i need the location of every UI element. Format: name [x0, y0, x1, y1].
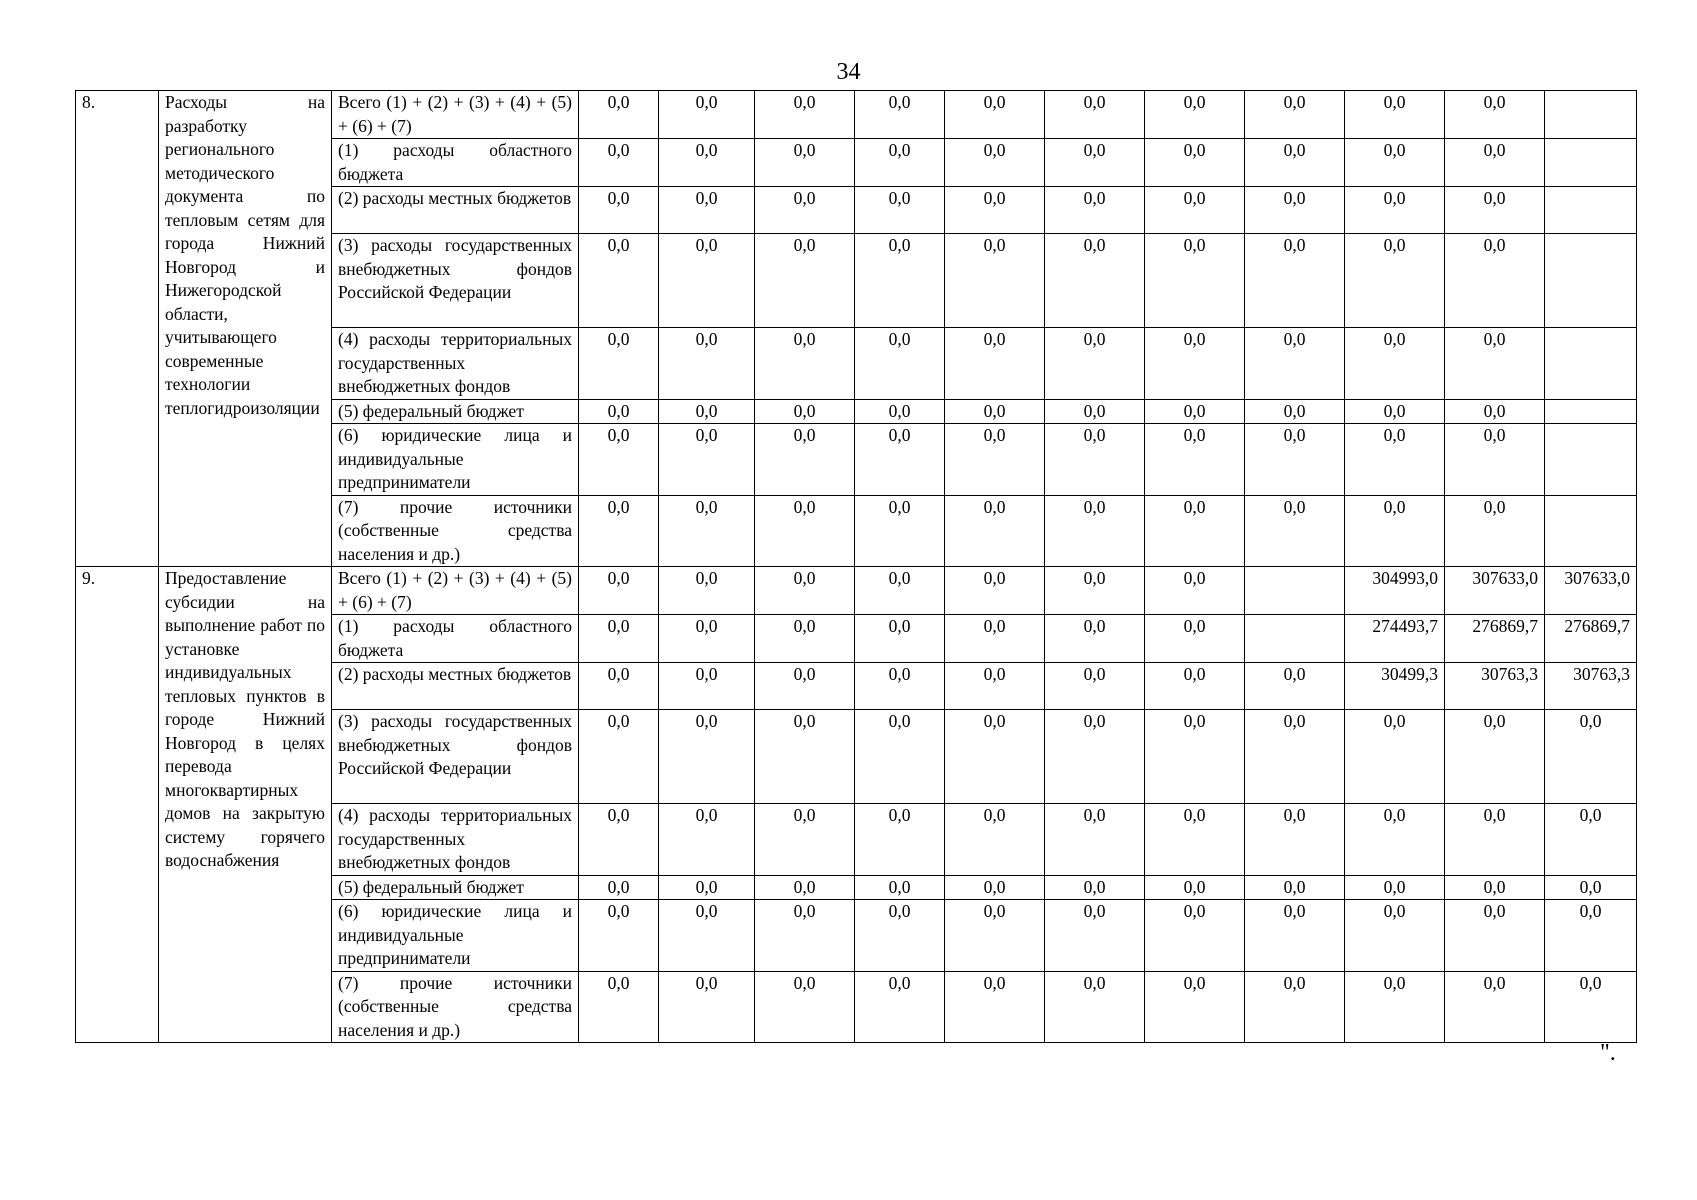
value-cell: 0,0 [1145, 710, 1245, 804]
value-cell: 0,0 [1345, 234, 1445, 328]
value-cell: 30763,3 [1545, 663, 1637, 710]
funding-source: (2) расходы местных бюджетов [332, 187, 579, 234]
value-cell [1545, 424, 1637, 496]
value-cell: 307633,0 [1545, 567, 1637, 615]
value-cell: 30763,3 [1445, 663, 1545, 710]
value-cell: 0,0 [1045, 615, 1145, 663]
value-cell: 0,0 [1045, 663, 1145, 710]
value-cell: 0,0 [579, 900, 659, 972]
funding-source: Всего (1) + (2) + (3) + (4) + (5) + (6) + (7) [332, 567, 579, 615]
value-cell: 274493,7 [1345, 615, 1445, 663]
funding-source: (7) прочие источники (собственные средства населения и др.) [332, 971, 579, 1043]
value-cell [1545, 91, 1637, 139]
funding-source: (4) расходы территориальных государственных внебюджетных фондов [332, 804, 579, 876]
value-cell: 0,0 [1145, 139, 1245, 187]
value-cell: 0,0 [1145, 615, 1245, 663]
value-cell: 0,0 [1245, 900, 1345, 972]
value-cell: 0,0 [1045, 139, 1145, 187]
value-cell: 0,0 [945, 710, 1045, 804]
value-cell: 0,0 [755, 139, 855, 187]
value-cell [1545, 139, 1637, 187]
value-cell: 0,0 [945, 971, 1045, 1043]
item-name: Предоставление субсидии на выполнение работ по установке индивидуальных тепловых пунктов в городе Нижний Новгород в целях перевода многоквартирных домов на закрытую систему горячего водоснабжения [159, 567, 332, 1043]
value-cell: 0,0 [945, 567, 1045, 615]
value-cell: 0,0 [1245, 234, 1345, 328]
value-cell: 0,0 [659, 804, 755, 876]
funding-source: (3) расходы государственных внебюджетных фондов Российской Федерации [332, 234, 579, 328]
value-cell: 0,0 [1245, 187, 1345, 234]
value-cell: 0,0 [855, 91, 945, 139]
value-cell: 0,0 [1345, 971, 1445, 1043]
value-cell: 0,0 [1545, 875, 1637, 900]
value-cell: 0,0 [1445, 328, 1545, 400]
value-cell: 0,0 [755, 187, 855, 234]
value-cell: 0,0 [1145, 971, 1245, 1043]
value-cell: 0,0 [659, 91, 755, 139]
item-number: 8. [76, 91, 159, 567]
value-cell: 0,0 [1445, 971, 1545, 1043]
value-cell: 30499,3 [1345, 663, 1445, 710]
value-cell: 0,0 [855, 900, 945, 972]
value-cell: 0,0 [1045, 234, 1145, 328]
value-cell [1545, 187, 1637, 234]
value-cell: 0,0 [1445, 399, 1545, 424]
value-cell: 0,0 [1045, 567, 1145, 615]
value-cell: 0,0 [1145, 875, 1245, 900]
table-body [76, 91, 1637, 1043]
value-cell: 0,0 [755, 91, 855, 139]
value-cell: 0,0 [755, 424, 855, 496]
value-cell: 0,0 [855, 187, 945, 234]
funding-source: (1) расходы областного бюджета [332, 615, 579, 663]
value-cell: 0,0 [1545, 804, 1637, 876]
funding-source: (5) федеральный бюджет [332, 875, 579, 900]
value-cell: 0,0 [1345, 328, 1445, 400]
value-cell: 0,0 [659, 663, 755, 710]
value-cell: 0,0 [579, 187, 659, 234]
value-cell: 0,0 [659, 495, 755, 567]
value-cell: 0,0 [945, 234, 1045, 328]
value-cell: 0,0 [1045, 328, 1145, 400]
value-cell: 0,0 [1345, 495, 1445, 567]
value-cell: 0,0 [1445, 139, 1545, 187]
item-name: Расходы на разработку регионального методического документа по тепловым сетям для города Нижний Новгород и Нижегородской области, учитывающего современные технологии теплогидроизоляции [159, 91, 332, 567]
value-cell: 0,0 [579, 424, 659, 496]
value-cell: 0,0 [755, 804, 855, 876]
value-cell [1545, 399, 1637, 424]
value-cell: 0,0 [1545, 900, 1637, 972]
value-cell: 0,0 [1145, 424, 1245, 496]
value-cell: 0,0 [659, 399, 755, 424]
table-row [76, 567, 1637, 615]
value-cell: 0,0 [755, 567, 855, 615]
value-cell: 0,0 [1445, 495, 1545, 567]
value-cell: 0,0 [659, 615, 755, 663]
funding-source: (4) расходы территориальных государственных внебюджетных фондов [332, 328, 579, 400]
funding-source: (6) юридические лица и индивидуальные предприниматели [332, 900, 579, 972]
value-cell: 0,0 [1145, 567, 1245, 615]
value-cell: 0,0 [945, 804, 1045, 876]
value-cell: 0,0 [755, 399, 855, 424]
value-cell: 0,0 [1145, 91, 1245, 139]
value-cell: 0,0 [1045, 424, 1145, 496]
value-cell: 0,0 [945, 187, 1045, 234]
value-cell: 0,0 [1445, 710, 1545, 804]
value-cell: 0,0 [1445, 875, 1545, 900]
value-cell: 0,0 [659, 875, 755, 900]
value-cell [1545, 495, 1637, 567]
value-cell: 0,0 [659, 234, 755, 328]
value-cell: 0,0 [1545, 710, 1637, 804]
value-cell: 0,0 [755, 710, 855, 804]
value-cell: 0,0 [1445, 187, 1545, 234]
value-cell: 304993,0 [1345, 567, 1445, 615]
value-cell: 0,0 [855, 615, 945, 663]
value-cell: 0,0 [1045, 804, 1145, 876]
value-cell [1245, 567, 1345, 615]
value-cell: 0,0 [755, 663, 855, 710]
value-cell: 0,0 [1345, 875, 1445, 900]
value-cell: 0,0 [755, 495, 855, 567]
value-cell: 0,0 [1245, 399, 1345, 424]
value-cell: 0,0 [755, 234, 855, 328]
funding-source: Всего (1) + (2) + (3) + (4) + (5) + (6) + (7) [332, 91, 579, 139]
value-cell: 0,0 [945, 615, 1045, 663]
value-cell: 0,0 [855, 567, 945, 615]
value-cell: 0,0 [945, 875, 1045, 900]
value-cell: 0,0 [1345, 424, 1445, 496]
value-cell: 0,0 [1145, 495, 1245, 567]
value-cell: 0,0 [1145, 663, 1245, 710]
value-cell: 0,0 [1245, 971, 1345, 1043]
value-cell: 0,0 [1145, 399, 1245, 424]
value-cell: 0,0 [855, 424, 945, 496]
value-cell: 0,0 [945, 424, 1045, 496]
value-cell: 0,0 [1245, 710, 1345, 804]
funding-source: (1) расходы областного бюджета [332, 139, 579, 187]
value-cell: 0,0 [1445, 900, 1545, 972]
value-cell: 0,0 [755, 875, 855, 900]
value-cell: 0,0 [1245, 91, 1345, 139]
value-cell: 0,0 [1145, 900, 1245, 972]
value-cell: 0,0 [579, 710, 659, 804]
value-cell: 0,0 [1445, 804, 1545, 876]
value-cell: 0,0 [755, 328, 855, 400]
value-cell: 0,0 [1445, 234, 1545, 328]
value-cell: 0,0 [1045, 971, 1145, 1043]
value-cell: 0,0 [855, 139, 945, 187]
value-cell: 0,0 [1545, 971, 1637, 1043]
value-cell: 0,0 [1345, 187, 1445, 234]
value-cell: 0,0 [659, 971, 755, 1043]
value-cell: 0,0 [755, 615, 855, 663]
value-cell [1545, 328, 1637, 400]
closing-quote-mark: ". [1600, 1040, 1616, 1066]
value-cell: 0,0 [1045, 875, 1145, 900]
value-cell: 0,0 [579, 139, 659, 187]
value-cell: 0,0 [1145, 328, 1245, 400]
value-cell: 0,0 [659, 900, 755, 972]
funding-source: (2) расходы местных бюджетов [332, 663, 579, 710]
value-cell: 0,0 [579, 567, 659, 615]
value-cell: 0,0 [1045, 495, 1145, 567]
value-cell: 0,0 [1345, 804, 1445, 876]
value-cell: 0,0 [579, 91, 659, 139]
value-cell: 0,0 [579, 328, 659, 400]
value-cell: 0,0 [1245, 875, 1345, 900]
value-cell: 0,0 [1145, 187, 1245, 234]
value-cell: 0,0 [1345, 900, 1445, 972]
value-cell: 276869,7 [1445, 615, 1545, 663]
value-cell: 0,0 [659, 567, 755, 615]
value-cell: 0,0 [1045, 399, 1145, 424]
value-cell: 0,0 [1245, 139, 1345, 187]
value-cell: 0,0 [855, 234, 945, 328]
funding-source: (5) федеральный бюджет [332, 399, 579, 424]
value-cell: 0,0 [579, 615, 659, 663]
value-cell: 0,0 [579, 875, 659, 900]
value-cell: 276869,7 [1545, 615, 1637, 663]
value-cell: 0,0 [945, 91, 1045, 139]
value-cell: 0,0 [1045, 710, 1145, 804]
budget-table [75, 90, 1637, 1043]
value-cell: 0,0 [855, 328, 945, 400]
value-cell: 0,0 [1245, 804, 1345, 876]
value-cell: 0,0 [1345, 710, 1445, 804]
value-cell: 0,0 [945, 900, 1045, 972]
page-number: 34 [836, 59, 861, 85]
value-cell: 0,0 [1445, 91, 1545, 139]
value-cell: 0,0 [1345, 399, 1445, 424]
value-cell: 0,0 [659, 710, 755, 804]
value-cell: 0,0 [579, 495, 659, 567]
value-cell: 0,0 [855, 875, 945, 900]
value-cell: 0,0 [855, 971, 945, 1043]
table-row [76, 91, 1637, 139]
value-cell: 0,0 [1145, 234, 1245, 328]
value-cell: 0,0 [945, 328, 1045, 400]
value-cell: 307633,0 [1445, 567, 1545, 615]
value-cell: 0,0 [1245, 663, 1345, 710]
value-cell: 0,0 [855, 804, 945, 876]
value-cell: 0,0 [1245, 424, 1345, 496]
value-cell: 0,0 [855, 710, 945, 804]
value-cell [1545, 234, 1637, 328]
funding-source: (7) прочие источники (собственные средства населения и др.) [332, 495, 579, 567]
value-cell: 0,0 [1245, 328, 1345, 400]
value-cell [1245, 615, 1345, 663]
value-cell: 0,0 [579, 804, 659, 876]
value-cell: 0,0 [579, 663, 659, 710]
value-cell: 0,0 [945, 495, 1045, 567]
funding-source: (3) расходы государственных внебюджетных фондов Российской Федерации [332, 710, 579, 804]
value-cell: 0,0 [855, 399, 945, 424]
value-cell: 0,0 [945, 663, 1045, 710]
value-cell: 0,0 [659, 424, 755, 496]
value-cell: 0,0 [1045, 187, 1145, 234]
value-cell: 0,0 [1045, 91, 1145, 139]
value-cell: 0,0 [1145, 804, 1245, 876]
value-cell: 0,0 [659, 139, 755, 187]
value-cell: 0,0 [1445, 424, 1545, 496]
value-cell: 0,0 [755, 900, 855, 972]
value-cell: 0,0 [1245, 495, 1345, 567]
value-cell: 0,0 [855, 495, 945, 567]
funding-source: (6) юридические лица и индивидуальные предприниматели [332, 424, 579, 496]
value-cell: 0,0 [945, 399, 1045, 424]
item-number: 9. [76, 567, 159, 1043]
value-cell: 0,0 [1345, 91, 1445, 139]
value-cell: 0,0 [579, 234, 659, 328]
value-cell: 0,0 [1045, 900, 1145, 972]
value-cell: 0,0 [1345, 139, 1445, 187]
value-cell: 0,0 [579, 399, 659, 424]
value-cell: 0,0 [945, 139, 1045, 187]
value-cell: 0,0 [659, 187, 755, 234]
value-cell: 0,0 [755, 971, 855, 1043]
value-cell: 0,0 [579, 971, 659, 1043]
value-cell: 0,0 [659, 328, 755, 400]
value-cell: 0,0 [855, 663, 945, 710]
